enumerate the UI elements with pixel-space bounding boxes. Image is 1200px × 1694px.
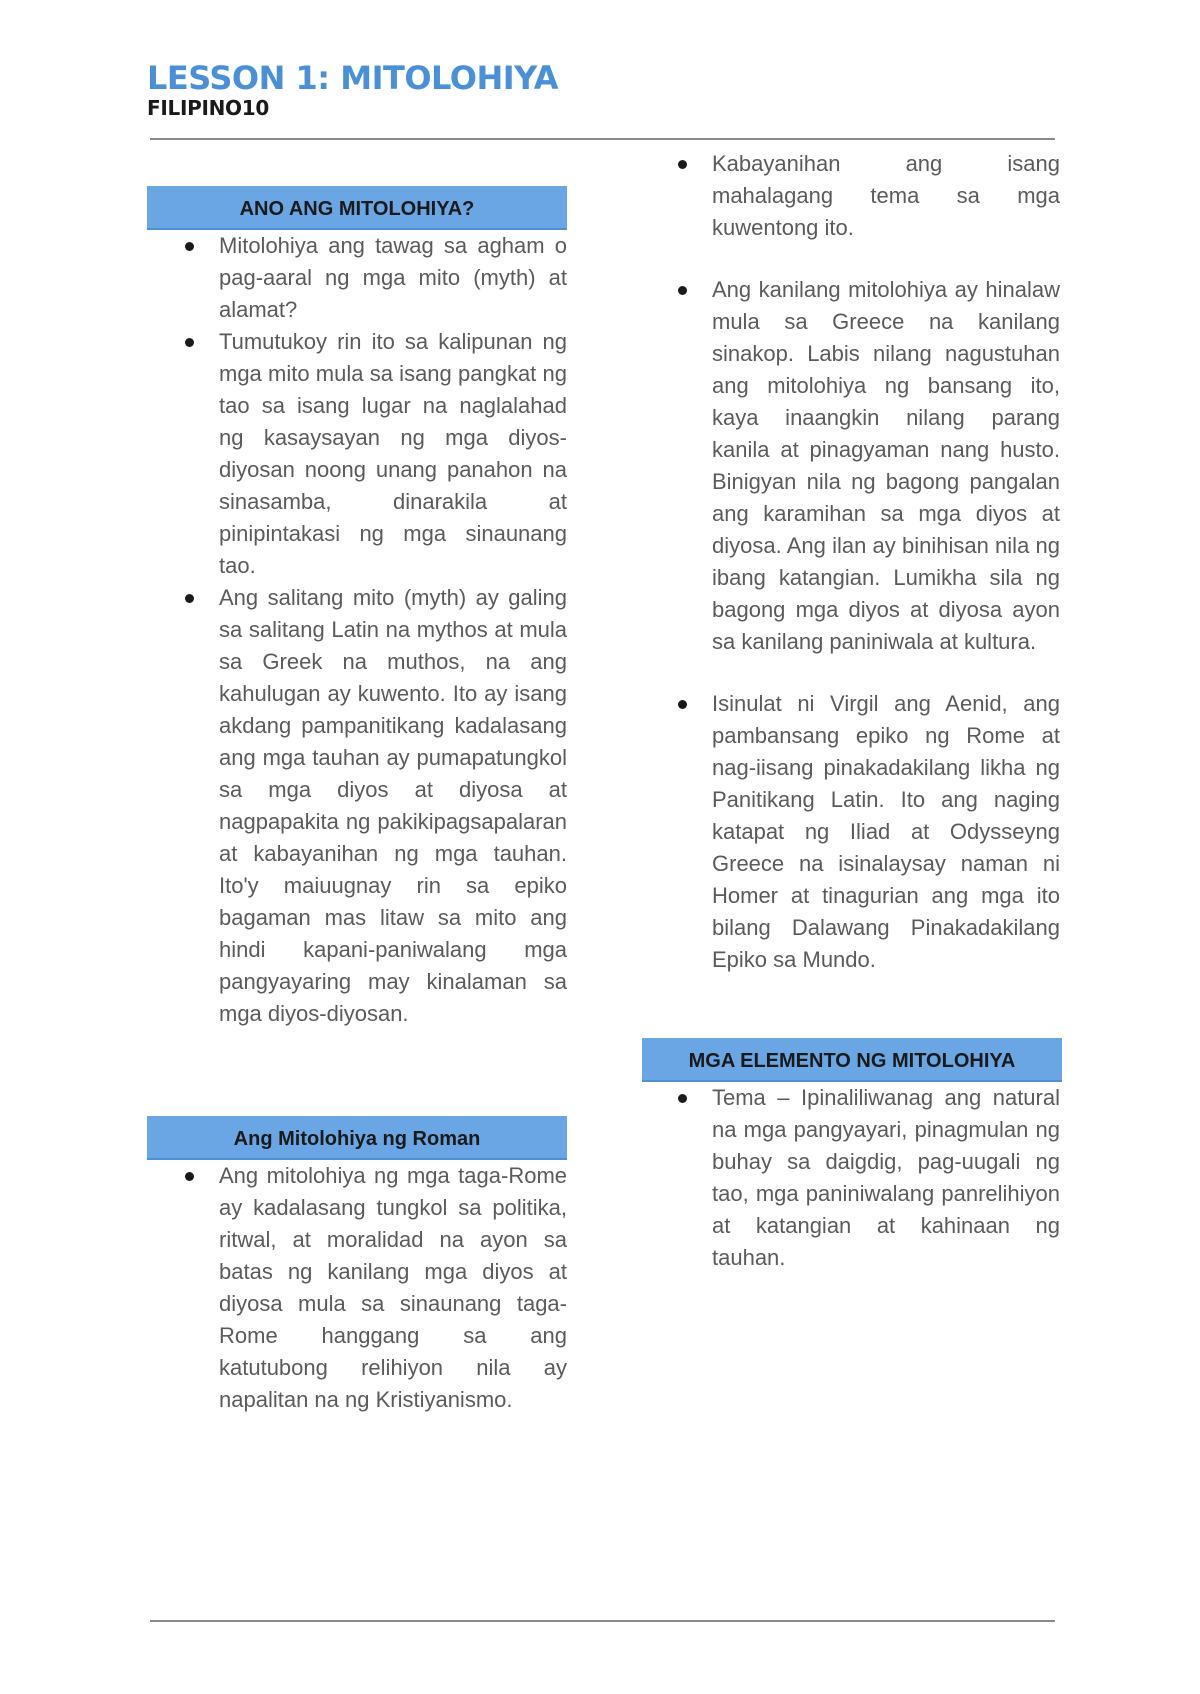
top-divider <box>150 138 1055 140</box>
right-column <box>640 148 1060 1274</box>
list-item: Ang salitang mito (myth) ay galing sa salitang Latin na mythos at mula sa Greek na muthos, na ang kahulugan ay kuwento. Ito ay isang akdang pampanitikang kadalasang ang mga tauhan ay pumapatungkol sa mga diyos at diyosa at nagpapakita ng pakikipagsapalaran at kabayanihan ng mga tauhan. Ito'y maiuugnay rin sa epiko bagaman mas litaw sa mito ang hindi kapani-paniwalang mga pangyayaring may kinalaman sa mga diyos-diyosan. <box>147 582 567 1030</box>
list-item: Tema – Ipinaliliwanag ang natural na mga pangyayari, pinagmulan ng buhay sa daigdig, pag-uugali ng tao, mga paniniwalang panrelihiyon at katangian at kahinaan ng tauhan. <box>640 1082 1060 1274</box>
section2-list <box>147 1160 567 1416</box>
list-item: Kabayanihan ang isang mahalagang tema sa mga kuwentong ito. <box>640 148 1060 244</box>
list-item: Ang kanilang mitolohiya ay hinalaw mula sa Greece na kanilang sinakop. Labis nilang nagustuhan ang mitolohiya ng bansang ito, kaya inaangkin nilang parang kanila at pinagyaman nang husto. Binigyan nila ng bagong pangalan ang karamihan sa mga diyos at diyosa. Ang ilan ay binihisan nila ng ibang katangian. Lumikha sila ng bagong mga diyos at diyosa ayon sa kanilang paniniwala at kultura. <box>640 274 1060 658</box>
list-item: Tumutukoy rin ito sa kalipunan ng mga mito mula sa isang pangkat ng tao sa isang lugar na naglalahad ng kasaysayan ng mga diyos-diyosan noong unang panahon na sinasamba, dinarakila at pinipintakasi ng mga sinaunang tao. <box>147 326 567 582</box>
subject-subtitle: FILIPINO10 <box>147 96 269 120</box>
list-item: Mitolohiya ang tawag sa agham o pag-aaral ng mga mito (myth) at alamat? <box>147 230 567 326</box>
right-list <box>640 148 1060 976</box>
list-item: Isinulat ni Virgil ang Aenid, ang pambansang epiko ng Rome at nag-iisang pinakadakilang likha ng Panitikang Latin. Ito ang naging katapat ng Iliad at Odysseyng Greece na isinalaysay naman ni Homer at tinagurian ang mga ito bilang Dalawang Pinakadakilang Epiko sa Mundo. <box>640 688 1060 976</box>
page-header <box>147 60 558 120</box>
section1-list <box>147 230 567 1030</box>
section-heading-mga-elemento: MGA ELEMENTO NG MITOLOHIYA <box>642 1038 1062 1082</box>
section-heading-ano-ang-mitolohiya: ANO ANG MITOLOHIYA? <box>147 186 567 230</box>
section-heading-mitolohiya-ng-roman: Ang Mitolohiya ng Roman <box>147 1116 567 1160</box>
list-item: Ang mitolohiya ng mga taga-Rome ay kadalasang tungkol sa politika, ritwal, at moralidad na ayon sa batas ng kanilang mga diyos at diyosa mula sa sinaunang taga-Rome hanggang sa ang katutubong relihiyon nila ay napalitan na ng Kristiyanismo. <box>147 1160 567 1416</box>
section3-list <box>640 1082 1060 1274</box>
left-column <box>147 186 567 1416</box>
lesson-title: LESSON 1: MITOLOHIYA <box>147 59 559 97</box>
bottom-divider <box>150 1620 1055 1622</box>
